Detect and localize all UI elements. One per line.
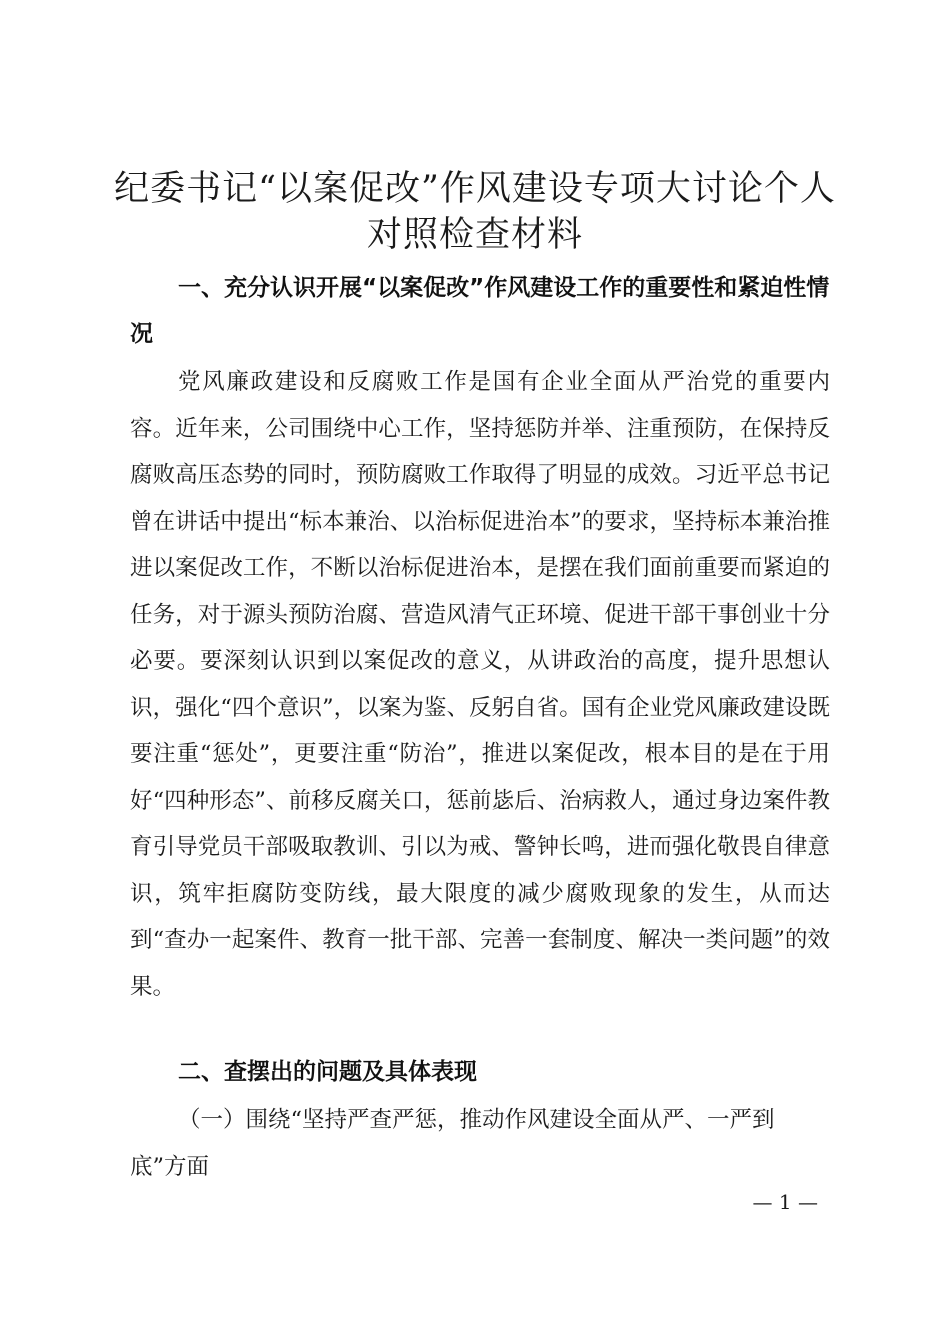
section-1-paragraph: 党风廉政建设和反腐败工作是国有企业全面从严治党的重要内容。近年来，公司围绕中心工作，坚持惩防并举、注重预防，在保持反腐败高压态势的同时，预防腐败工作取得了明显的成效。习近平总书记曾在讲话中提出“标本兼治、以治标促进治本”的要求，坚持标本兼治推进以案促改工作，不断以治标促进治本，是摆在我们面前重要而紧迫的任务，对于源头预防治腐、营造风清气正环境、促进干部干事创业十分必要。要深刻认识到以案促改的意义，从讲政治的高度，提升思想认识，强化“四个意识”，以案为鉴、反躬自省。国有企业党风廉政建设既要注重“惩处”，更要注重“防治”，推进以案促改，根本目的是在于用好“四种形态”、前移反腐关口，惩前毖后、治病救人，通过身边案件教育引导党员干部吸取教训、引以为戒、警钟长鸣，进而强化敬畏自律意识，筑牢拒腐防变防线，最大限度的减少腐败现象的发生，从而达到“查办一起案件、教育一批干部、完善一套制度、解决一类问题”的效果。 — [130, 369, 830, 1000]
section-heading-1: 一、充分认识开展“以案促改”作风建设工作的重要性和紧迫性情况 — [130, 275, 830, 347]
document-title: 纪委书记“以案促改”作风建设专项大讨论个人对照检查材料 — [114, 169, 836, 255]
subsection-heading-1: （一）围绕“坚持严查严惩，推动作风建设全面从严、一严到底”方面 — [130, 1107, 775, 1180]
section-heading-2: 二、查摆出的问题及具体表现 — [178, 1059, 477, 1085]
page-number: — 1 — — [752, 1190, 818, 1214]
